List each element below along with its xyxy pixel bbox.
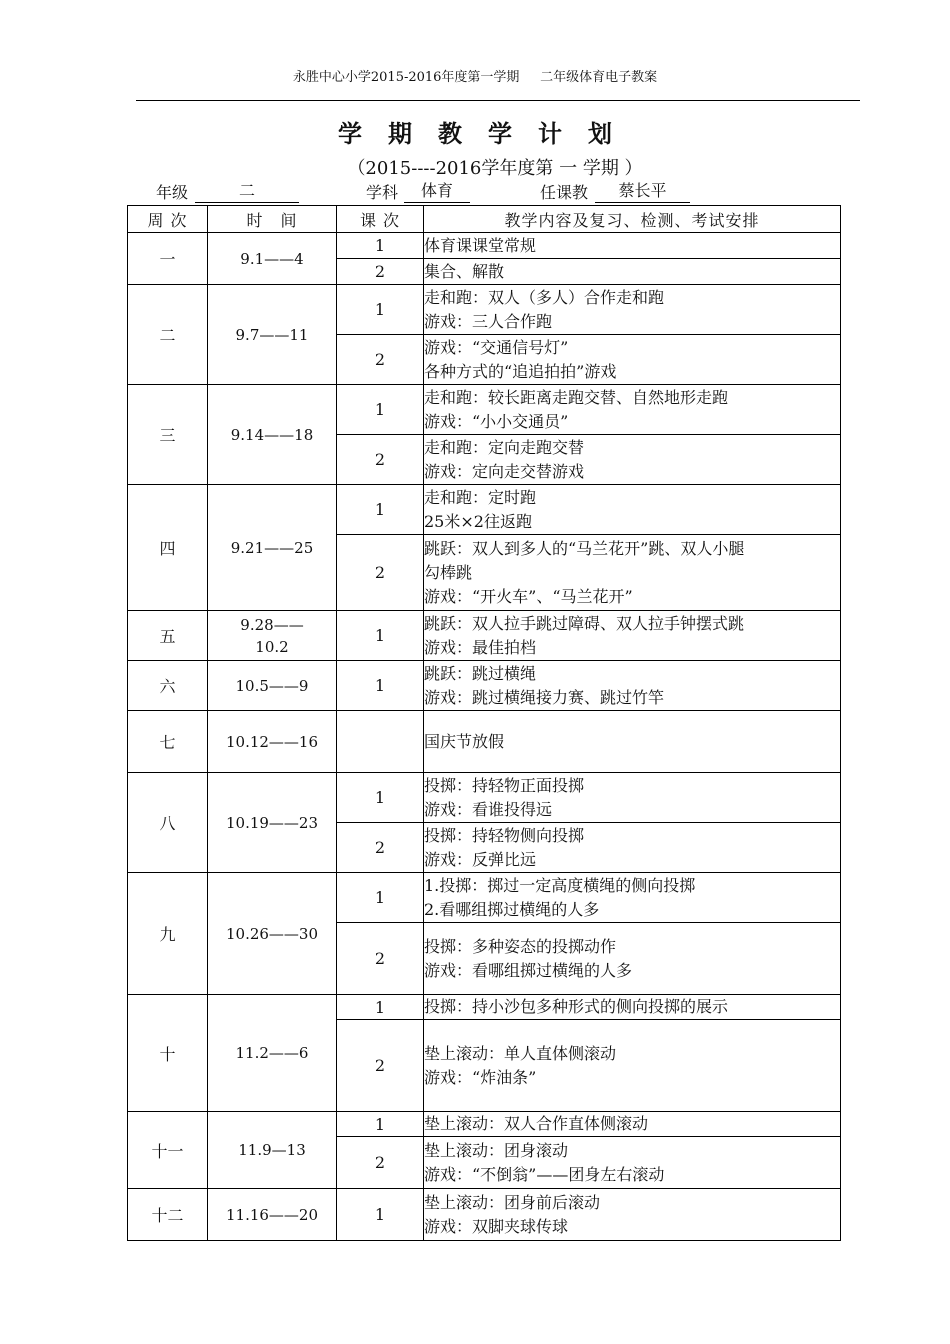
content-line: 走和跑：双人（多人）合作走和跑 — [424, 287, 665, 307]
document-subtitle: （2015----2016学年度第 一 学期 ） — [347, 158, 643, 179]
teacher-label: 任课教 — [540, 183, 589, 202]
lesson-content-cell — [424, 435, 841, 485]
lesson-number-cell: 1 — [337, 1112, 424, 1137]
teacher-value: 蔡长平 — [595, 180, 690, 203]
content-line: 游戏：“炸油条” — [424, 1067, 537, 1087]
content-line: 跳跃：双人到多人的“马兰花开”跳、双人小腿 — [424, 538, 745, 558]
week-cell: 四 — [128, 485, 208, 611]
lesson-number-cell: 1 — [337, 995, 424, 1020]
lesson-content-cell — [424, 995, 841, 1020]
date-cell: 10.12——16 — [208, 711, 337, 773]
subject-label: 学科 — [366, 183, 399, 202]
lesson-content-cell — [424, 611, 841, 661]
header-content: 教学内容及复习、检测、考试安排 — [424, 206, 841, 233]
lesson-number-cell: 2 — [337, 923, 424, 995]
week-cell: 八 — [128, 773, 208, 873]
lesson-number-cell: 2 — [337, 1020, 424, 1112]
lesson-number-cell: 1 — [337, 385, 424, 435]
lesson-content-cell — [424, 285, 841, 335]
content-line: 投掷：持轻物正面投掷 — [424, 775, 585, 795]
lesson-content-cell — [424, 1020, 841, 1112]
week-cell: 九 — [128, 873, 208, 995]
content-line: 游戏：“开火车”、“马兰花开” — [424, 586, 633, 606]
lesson-content-cell — [424, 873, 841, 923]
content-line: 游戏：“交通信号灯” — [424, 337, 569, 357]
header-rule — [136, 100, 860, 101]
content-line: 游戏：反弹比远 — [424, 849, 537, 869]
content-line: 跳跃：双人拉手跳过障碍、双人拉手钟摆式跳 — [424, 613, 745, 633]
date-cell: 9.1——4 — [208, 233, 337, 285]
content-line: 投掷：持轻物侧向投掷 — [424, 825, 585, 845]
content-line: 25米×2往返跑 — [424, 511, 532, 531]
week-cell: 五 — [128, 611, 208, 661]
content-line: 集合、解散 — [424, 261, 505, 281]
table-row — [128, 385, 841, 435]
week-cell: 十一 — [128, 1112, 208, 1189]
lesson-number-cell: 1 — [337, 485, 424, 535]
lesson-content-cell — [424, 1189, 841, 1241]
lesson-number-cell: 2 — [337, 435, 424, 485]
content-line: 投掷：多种姿态的投掷动作 — [424, 936, 617, 956]
content-line: 垫上滚动：单人直体侧滚动 — [424, 1043, 617, 1063]
lesson-number-cell: 1 — [337, 661, 424, 711]
lesson-content-cell — [424, 823, 841, 873]
content-line: 国庆节放假 — [424, 731, 505, 751]
lesson-number-cell: 1 — [337, 611, 424, 661]
content-line: 游戏：双脚夹球传球 — [424, 1216, 569, 1236]
header-week: 周 次 — [128, 206, 208, 233]
content-line: 2.看哪组掷过横绳的人多 — [424, 899, 600, 919]
table-row — [128, 661, 841, 711]
lesson-content-cell — [424, 773, 841, 823]
content-line: 游戏：跳过横绳接力赛、跳过竹竿 — [424, 687, 665, 707]
lesson-content-cell — [424, 259, 841, 285]
table-row — [128, 611, 841, 661]
week-cell: 七 — [128, 711, 208, 773]
lesson-content-cell — [424, 233, 841, 259]
content-line: 跳跃：跳过横绳 — [424, 663, 537, 683]
header-date: 时 间 — [208, 206, 337, 233]
date-cell: 11.2——6 — [208, 995, 337, 1112]
content-line: 游戏：“小小交通员” — [424, 411, 569, 431]
grade-value: 二 — [195, 180, 299, 203]
content-line: 游戏：看哪组掷过横绳的人多 — [424, 960, 633, 980]
running-header: 永胜中心小学2015-2016年度第一学期 二年级体育电子教案 — [292, 70, 658, 85]
content-line: 投掷：持小沙包多种形式的侧向投掷的展示 — [424, 997, 729, 1016]
content-line: 走和跑：较长距离走跑交替、自然地形走跑 — [424, 387, 729, 407]
table-row — [128, 285, 841, 335]
date-cell: 11.9—13 — [208, 1112, 337, 1189]
lesson-number-cell: 2 — [337, 823, 424, 873]
week-cell: 三 — [128, 385, 208, 485]
content-line: 走和跑：定时跑 — [424, 487, 537, 507]
date-cell: 9.7——11 — [208, 285, 337, 385]
week-cell: 十 — [128, 995, 208, 1112]
header-lesson: 课 次 — [337, 206, 424, 233]
date-cell: 9.21——25 — [208, 485, 337, 611]
lesson-content-cell — [424, 335, 841, 385]
content-line: 垫上滚动：双人合作直体侧滚动 — [424, 1114, 649, 1133]
lesson-content-cell — [424, 711, 841, 773]
content-line: 体育课课堂常规 — [424, 235, 537, 255]
week-cell: 十二 — [128, 1189, 208, 1241]
lesson-number-cell: 2 — [337, 335, 424, 385]
content-line: 垫上滚动：团身前后滚动 — [424, 1192, 601, 1212]
table-row — [128, 995, 841, 1020]
table-body — [128, 233, 841, 1241]
lesson-content-cell — [424, 1137, 841, 1189]
table-row — [128, 233, 841, 259]
content-line: 勾棒跳 — [424, 562, 473, 582]
date-cell: 9.14——18 — [208, 385, 337, 485]
subject-value: 体育 — [404, 180, 470, 203]
lesson-number-cell: 1 — [337, 285, 424, 335]
lesson-number-cell: 1 — [337, 773, 424, 823]
table-row — [128, 711, 841, 773]
content-line: 垫上滚动：团身滚动 — [424, 1140, 569, 1160]
lesson-content-cell — [424, 485, 841, 535]
meta-row — [128, 180, 840, 204]
date-cell: 11.16——20 — [208, 1189, 337, 1241]
content-line: 各种方式的“追追拍拍”游戏 — [424, 361, 617, 381]
table-row — [128, 1112, 841, 1137]
lesson-number-cell: 1 — [337, 1189, 424, 1241]
date-cell: 10.26——30 — [208, 873, 337, 995]
lesson-content-cell — [424, 535, 841, 611]
lesson-content-cell — [424, 661, 841, 711]
teaching-plan-table — [127, 205, 841, 1241]
lesson-content-cell — [424, 1112, 841, 1137]
content-line: 游戏：“不倒翁”——团身左右滚动 — [424, 1164, 665, 1184]
date-cell: 10.5——9 — [208, 661, 337, 711]
lesson-number-cell: 2 — [337, 259, 424, 285]
week-cell: 六 — [128, 661, 208, 711]
week-cell: 二 — [128, 285, 208, 385]
table-row — [128, 873, 841, 923]
date-cell: 9.28——10.2 — [208, 611, 337, 661]
lesson-content-cell — [424, 385, 841, 435]
document-title: 学期教学计划 — [338, 119, 638, 148]
date-cell: 10.19——23 — [208, 773, 337, 873]
lesson-number-cell: 2 — [337, 1137, 424, 1189]
table-row — [128, 773, 841, 823]
content-line: 1.投掷：掷过一定高度横绳的侧向投掷 — [424, 875, 696, 895]
table-header-row — [128, 206, 841, 233]
content-line: 游戏：定向走交替游戏 — [424, 461, 585, 481]
week-cell: 一 — [128, 233, 208, 285]
lesson-number-cell: 1 — [337, 233, 424, 259]
content-line: 游戏：最佳拍档 — [424, 637, 537, 657]
lesson-number-cell: 1 — [337, 873, 424, 923]
content-line: 游戏：看谁投得远 — [424, 799, 553, 819]
content-line: 游戏：三人合作跑 — [424, 311, 553, 331]
table-row — [128, 485, 841, 535]
content-line: 走和跑：定向走跑交替 — [424, 437, 585, 457]
lesson-content-cell — [424, 923, 841, 995]
grade-label: 年级 — [156, 183, 189, 202]
lesson-number-cell — [337, 711, 424, 773]
table-row — [128, 1189, 841, 1241]
lesson-number-cell: 2 — [337, 535, 424, 611]
